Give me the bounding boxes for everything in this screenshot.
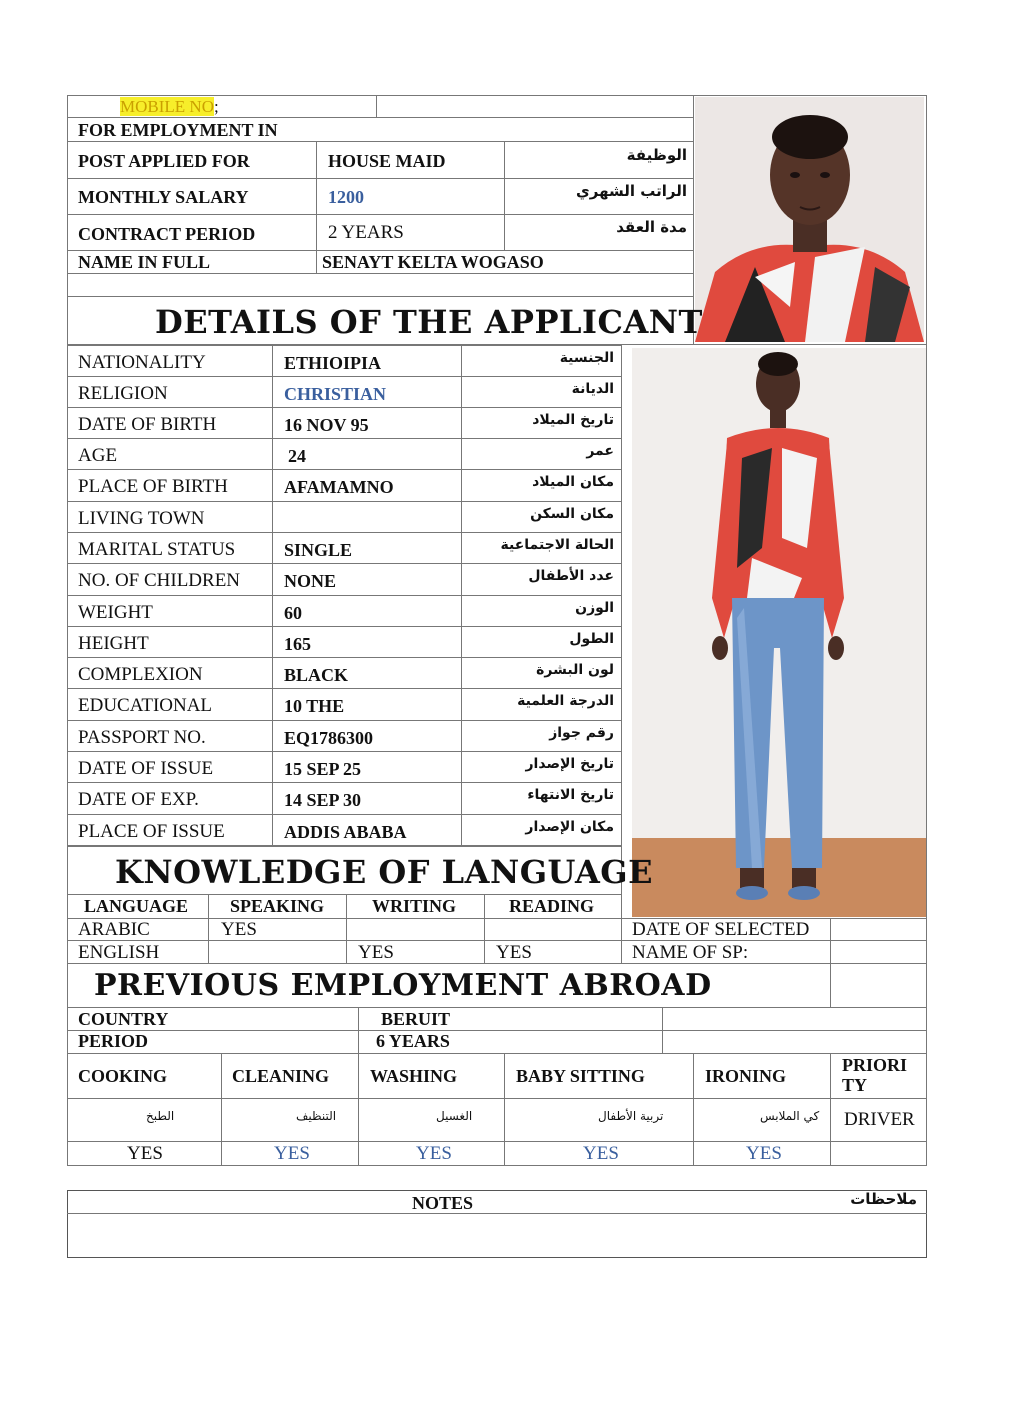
detail-arabic: مكان السكن <box>530 505 614 522</box>
detail-row-line <box>67 626 622 627</box>
detail-row-line <box>67 782 622 783</box>
name-value: SENAYT KELTA WOGASO <box>322 252 544 272</box>
detail-arabic: لون البشرة <box>536 661 614 678</box>
detail-value: AFAMAMNO <box>284 477 394 497</box>
skill-washing-label: WASHING <box>370 1066 458 1086</box>
skill-ironing-label: IRONING <box>705 1066 787 1086</box>
post-value: HOUSE MAID <box>328 151 446 171</box>
detail-label: DATE OF BIRTH <box>78 413 217 435</box>
skill-washing-arabic: الغسيل <box>436 1109 473 1123</box>
detail-value: 10 THE <box>284 696 345 716</box>
detail-label: RELIGION <box>78 382 168 404</box>
previous-title: PREVIOUS EMPLOYMENT ABROAD <box>94 968 712 1003</box>
full-body-photo <box>632 348 926 917</box>
country-value: BERUIT <box>381 1009 451 1029</box>
detail-arabic: رقم جواز <box>549 724 614 741</box>
detail-row-line <box>67 532 622 533</box>
detail-label: EDUCATIONAL <box>78 695 213 716</box>
skill-priority-label: PRIORI TY <box>842 1055 908 1095</box>
lang-english: ENGLISH <box>78 942 160 963</box>
detail-arabic: مكان الميلاد <box>532 474 614 490</box>
detail-label: MARITAL STATUS <box>78 538 236 560</box>
detail-label: PLACE OF BIRTH <box>78 476 228 497</box>
skill-baby-sitting-value: YES <box>583 1143 619 1164</box>
detail-label: PASSPORT NO. <box>78 726 206 748</box>
notes-label: NOTES <box>412 1193 474 1213</box>
detail-arabic: الدرجة العلمية <box>517 693 614 709</box>
detail-label: PLACE OF ISSUE <box>78 820 225 842</box>
detail-row-line <box>67 407 622 408</box>
contract-label: CONTRACT PERIOD <box>78 224 256 244</box>
portrait-photo <box>695 97 924 342</box>
detail-row-line <box>67 438 622 439</box>
salary-value: 1200 <box>328 187 364 207</box>
period-label: PERIOD <box>78 1031 149 1051</box>
skill-washing-value: YES <box>416 1143 452 1164</box>
details-title: DETAILS OF THE APPLICANT <box>155 303 703 341</box>
detail-row-line <box>67 469 622 470</box>
detail-value: BLACK <box>284 664 349 685</box>
period-value: 6 YEARS <box>376 1031 450 1051</box>
detail-value: CHRISTIAN <box>284 383 387 404</box>
notes-box <box>67 1190 927 1258</box>
detail-label: DATE OF EXP. <box>78 789 199 810</box>
skill-baby-sitting-arabic: تربية الأطفال <box>598 1109 664 1123</box>
contract-value: 2 YEARS <box>328 222 404 243</box>
detail-value: ETHIOIPIA <box>284 352 382 373</box>
detail-row-line <box>67 751 622 752</box>
skill-baby-sitting-label: BABY SITTING <box>516 1066 645 1086</box>
salary-arabic: الراتب الشهري <box>576 182 687 200</box>
date-selected-label: DATE OF SELECTED <box>632 919 810 940</box>
detail-value: NONE <box>284 571 337 591</box>
detail-row-line <box>67 688 622 689</box>
skill-ironing-value: YES <box>746 1143 782 1164</box>
skill-cooking-arabic: الطبخ <box>146 1109 175 1123</box>
detail-arabic: تاريخ الميلاد <box>532 411 614 428</box>
employment-in-label: FOR EMPLOYMENT IN <box>78 120 278 140</box>
detail-arabic: الديانة <box>571 380 614 397</box>
mobile-label <box>120 98 219 115</box>
detail-value: 16 NOV 95 <box>284 414 369 435</box>
detail-row-line <box>67 595 622 596</box>
name-sp-label: NAME OF SP: <box>632 942 749 963</box>
detail-value: 165 <box>284 633 311 654</box>
mobile-highlight: MOBILE NO <box>120 97 214 116</box>
detail-label: NATIONALITY <box>78 351 206 373</box>
detail-row-line <box>67 501 622 502</box>
detail-arabic: الوزن <box>575 599 614 616</box>
detail-arabic: عدد الأطفال <box>528 568 614 584</box>
detail-label: WEIGHT <box>78 601 153 623</box>
lang-english-writing: YES <box>358 942 394 963</box>
detail-label: HEIGHT <box>78 632 149 654</box>
detail-value: 60 <box>284 602 302 623</box>
detail-arabic: الطول <box>569 630 614 647</box>
detail-value: 24 <box>288 445 306 466</box>
country-label: COUNTRY <box>78 1009 169 1029</box>
detail-row-line <box>67 720 622 721</box>
detail-row-line <box>67 657 622 658</box>
detail-arabic: الحالة الاجتماعية <box>500 536 614 553</box>
lang-arabic-speaking: YES <box>221 919 257 940</box>
detail-label: DATE OF ISSUE <box>78 757 214 779</box>
detail-row-line <box>67 814 622 815</box>
contract-arabic: مدة العقد <box>616 218 687 236</box>
detail-arabic: الجنسية <box>559 349 614 366</box>
detail-value: 14 SEP 30 <box>284 790 362 810</box>
detail-label: AGE <box>78 444 118 466</box>
detail-arabic: تاريخ الانتهاء <box>527 787 614 803</box>
detail-label: NO. OF CHILDREN <box>78 570 241 591</box>
notes-arabic: ملاحظات <box>850 1190 917 1208</box>
details-top-line <box>67 345 622 346</box>
post-label: POST APPLIED FOR <box>78 151 250 171</box>
post-arabic: الوظيفة <box>626 146 687 164</box>
skill-cleaning-label: CLEANING <box>232 1066 330 1086</box>
detail-arabic: مكان الإصدار <box>525 818 614 835</box>
lang-english-reading: YES <box>496 942 532 963</box>
detail-label: LIVING TOWN <box>78 507 205 529</box>
mobile-suffix: ; <box>213 97 219 116</box>
skill-cooking-value: YES <box>127 1143 163 1164</box>
skill-cleaning-value: YES <box>274 1143 310 1164</box>
skill-driver: DRIVER <box>844 1109 915 1130</box>
lang-header-reading: READING <box>509 896 595 916</box>
detail-value: EQ1786300 <box>284 727 374 748</box>
detail-value: ADDIS ABABA <box>284 821 407 842</box>
detail-row-line <box>67 376 622 377</box>
skill-cooking-label: COOKING <box>78 1066 168 1086</box>
lang-header-speaking: SPEAKING <box>230 896 325 916</box>
detail-arabic: تاريخ الإصدار <box>525 755 614 772</box>
skill-cleaning-arabic: التنظيف <box>296 1109 337 1123</box>
language-title: KNOWLEDGE OF LANGUAGE <box>115 853 653 891</box>
lang-header-writing: WRITING <box>372 896 457 916</box>
detail-label: COMPLEXION <box>78 663 203 685</box>
lang-header-language: LANGUAGE <box>84 896 189 916</box>
salary-label: MONTHLY SALARY <box>78 187 249 207</box>
detail-arabic: عمر <box>586 442 614 459</box>
skill-ironing-arabic: كي الملابس <box>760 1109 820 1123</box>
lang-arabic: ARABIC <box>78 919 150 940</box>
detail-value: SINGLE <box>284 539 353 560</box>
detail-value: 15 SEP 25 <box>284 758 362 779</box>
detail-row-line <box>67 563 622 564</box>
name-label: NAME IN FULL <box>78 252 211 272</box>
